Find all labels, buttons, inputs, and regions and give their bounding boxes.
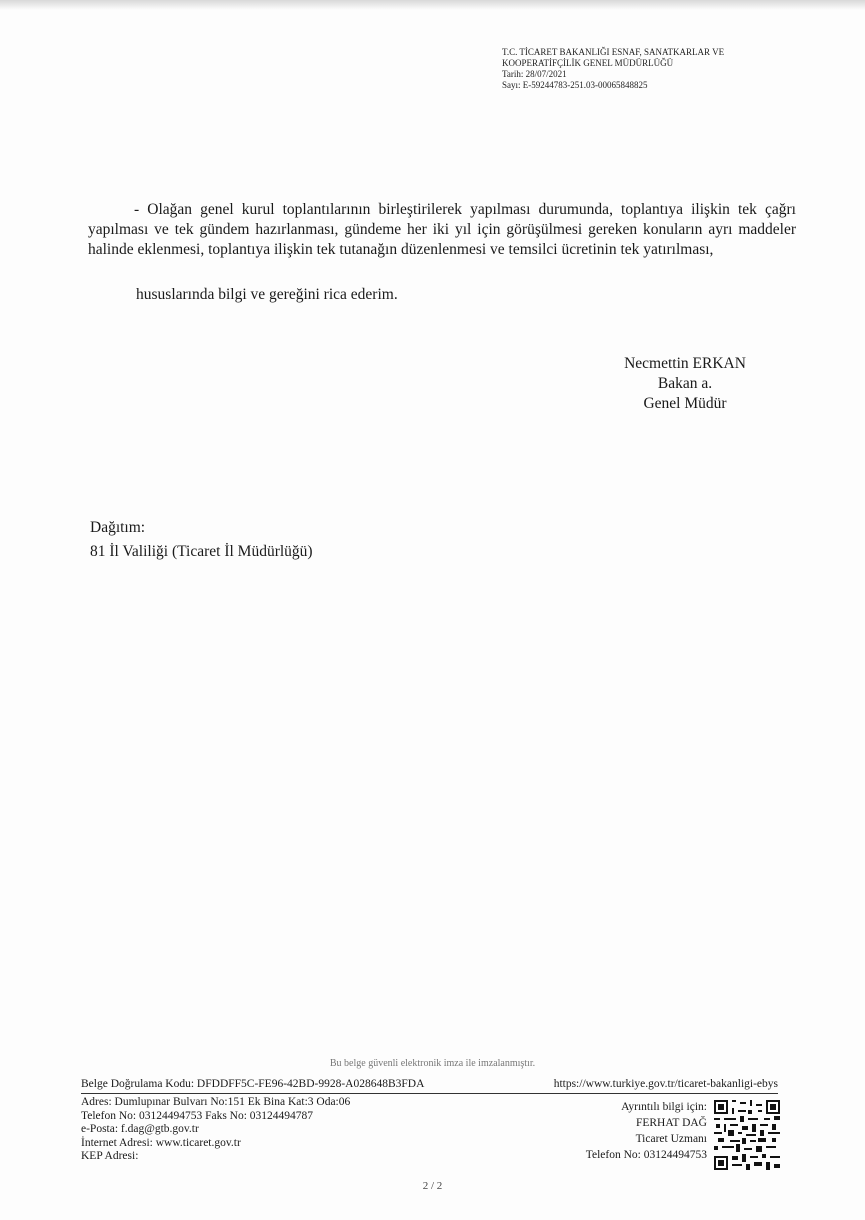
footer-website[interactable]: İnternet Adresi: www.ticaret.gov.tr (81, 1136, 241, 1149)
org-name-line1: T.C. TİCARET BAKANLIĞI ESNAF, SANATKARLAR VE (502, 47, 725, 57)
distribution-block (90, 516, 313, 564)
qr-code-icon (714, 1100, 780, 1170)
closing-line: hususlarında bilgi ve gereğini rica ederim. (136, 286, 398, 303)
page-number: 2 / 2 (422, 1180, 443, 1192)
footer-email[interactable]: e-Posta: f.dag@gtb.gov.tr (81, 1123, 199, 1135)
contact-name: FERHAT DAĞ (635, 1117, 707, 1129)
body-paragraph: - Olağan genel kurul toplantılarının birleştirilerek yapılması durumunda, toplantıya ilişkin tek çağrı yapılması ve tek gündem hazırlanması, gündeme her iki yıl için görüşülmesi gereken konuların ayrı maddeler halinde eklenmesi, toplantıya ilişkin tek tutanağın düzenlenmesi ve temsilci ücretinin tek yatırılması, (88, 201, 796, 258)
contact-phone: Telefon No: 03124494753 (585, 1149, 707, 1161)
footer-address: Adres: Dumlupınar Bulvarı No:151 Ek Bina Kat:3 Oda:06 (81, 1096, 351, 1108)
distribution-recipient: 81 İl Valiliği (Ticaret İl Müdürlüğü) (90, 543, 313, 560)
info-label: Ayrıntılı bilgi için: (621, 1101, 707, 1113)
org-name-line2: KOOPERATİFÇİLİK GENEL MÜDÜRLÜĞÜ (502, 58, 674, 68)
signer-title: Genel Müdür (643, 395, 727, 412)
contact-title: Ticaret Uzmanı (635, 1133, 707, 1145)
body-text (88, 200, 796, 260)
scan-edge-shadow (0, 0, 865, 10)
footer-divider (81, 1093, 778, 1094)
signer-name: Necmettin ERKAN (624, 355, 746, 372)
footer-contact (81, 1096, 350, 1164)
document-number: Sayı: E-59244783-251.03-00065848825 (502, 80, 648, 90)
document-header (502, 47, 802, 91)
footer-info (586, 1099, 707, 1163)
e-signature-note: Bu belge güvenli elektronik imza ile imzalanmıştır. (329, 1058, 536, 1069)
verification-code: Belge Doğrulama Kodu: DFDDFF5C-FE96-42BD-9928-A028648B3FDA (81, 1078, 425, 1090)
footer-phone-fax: Telefon No: 03124494753 Faks No: 03124494787 (81, 1109, 314, 1122)
signature-block (600, 354, 770, 414)
footer-kep: KEP Adresi: (81, 1150, 139, 1162)
document-date: Tarih: 28/07/2021 (502, 69, 567, 79)
signer-role: Bakan a. (657, 375, 713, 392)
verification-url[interactable]: https://www.turkiye.gov.tr/ticaret-bakanligi-ebys (553, 1078, 778, 1090)
distribution-label: Dağıtım: (90, 519, 146, 536)
